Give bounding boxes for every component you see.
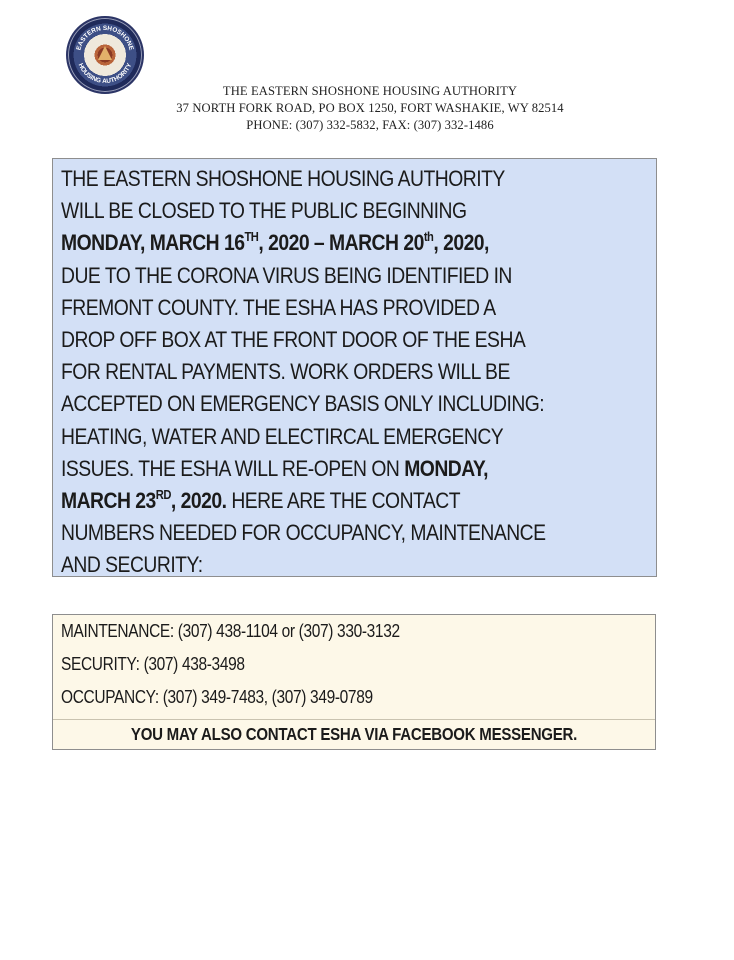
facebook-messenger-note: YOU MAY ALSO CONTACT ESHA VIA FACEBOOK MESSENGER. (130, 724, 578, 744)
closure-start-date: MONDAY, MARCH 16TH, 2020 – MARCH 20th, 2020, (61, 229, 489, 256)
notice-line: ISSUES. THE ESHA WILL RE-OPEN ON MONDAY, (61, 455, 489, 481)
notice-line: DROP OFF BOX AT THE FRONT DOOR OF THE ESHA (61, 327, 526, 353)
org-address: 37 NORTH FORK ROAD, PO BOX 1250, FORT WASHAKIE, WY 82514 (176, 101, 564, 115)
notice-line: NUMBERS NEEDED FOR OCCUPANCY, MAINTENANCE (61, 520, 546, 546)
maintenance-contact: MAINTENANCE: (307) 438-1104 or (307) 330-3132 (61, 621, 400, 641)
org-name: THE EASTERN SHOSHONE HOUSING AUTHORITY (222, 84, 518, 98)
closure-notice-box (52, 158, 657, 577)
reopen-day: MONDAY, (404, 455, 489, 481)
notice-line: FREMONT COUNTY. THE ESHA HAS PROVIDED A (61, 294, 496, 320)
occupancy-contact: OCCUPANCY: (307) 349-7483, (307) 349-0789 (61, 687, 373, 707)
notice-line: AND SECURITY: (61, 552, 203, 578)
esha-seal-logo-icon (66, 16, 144, 94)
svg-text:HOUSING AUTHORITY: HOUSING AUTHORITY (76, 62, 134, 86)
security-contact: SECURITY: (307) 438-3498 (61, 654, 245, 674)
notice-line: HEATING, WATER AND ELECTIRCAL EMERGENCY (61, 423, 504, 449)
notice-closure-dates (61, 227, 566, 259)
notice-line: WILL BE CLOSED TO THE PUBLIC BEGINNING (61, 198, 467, 224)
notice-line: THE EASTERN SHOSHONE HOUSING AUTHORITY (61, 166, 505, 191)
org-phone-fax: PHONE: (307) 332-5832, FAX: (307) 332-1486 (246, 118, 494, 132)
notice-line: ACCEPTED ON EMERGENCY BASIS ONLY INCLUDING: (61, 391, 545, 417)
reopen-date: MARCH 23RD, 2020. (61, 487, 227, 514)
notice-line: DUE TO THE CORONA VIRUS BEING IDENTIFIED IN (61, 262, 512, 288)
contact-numbers-box (52, 614, 656, 750)
notice-reopen-date: MARCH 23RD, 2020. HERE ARE THE CONTACT (61, 487, 461, 514)
notice-line: FOR RENTAL PAYMENTS. WORK ORDERS WILL BE (61, 359, 510, 385)
seal-graphic-icon (68, 18, 142, 92)
contacts-divider (53, 719, 655, 720)
svg-text:EASTERN SHOSHONE: EASTERN SHOSHONE (75, 24, 135, 52)
letterhead (160, 83, 580, 134)
